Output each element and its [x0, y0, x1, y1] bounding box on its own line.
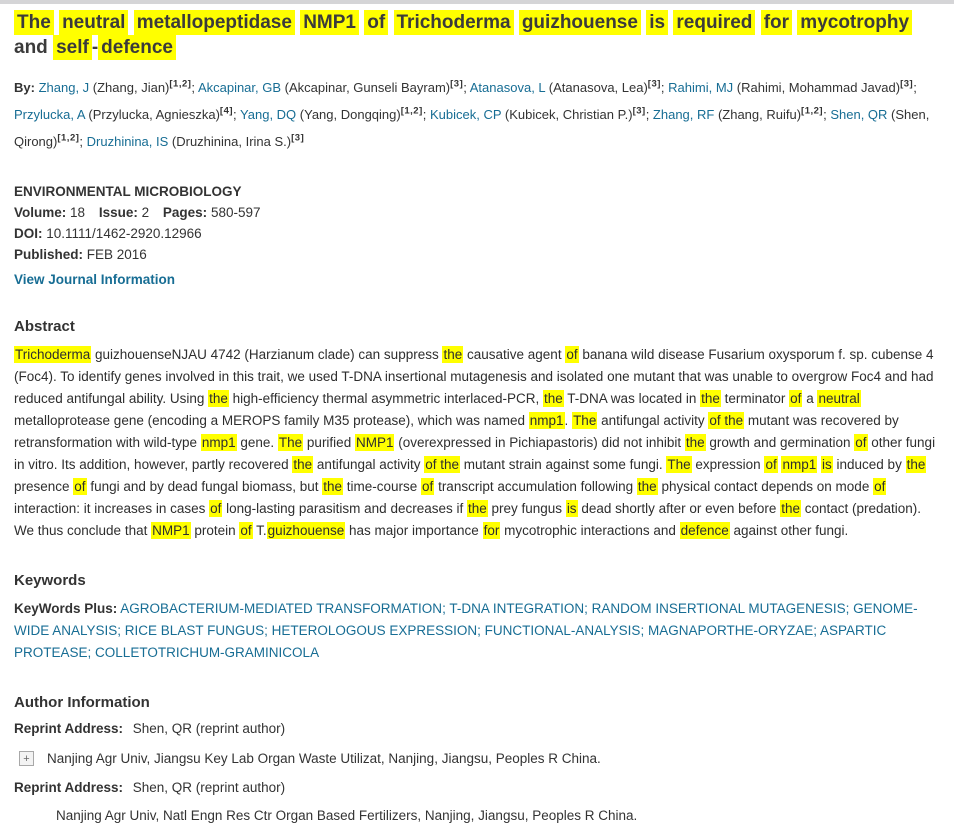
address-1: Nanjing Agr Univ, Jiangsu Key Lab Organ Waste Utilizat, Nanjing, Jiangsu, Peoples R China. [47, 751, 601, 766]
text-segment: antifungal activity [313, 457, 425, 472]
article-title [14, 10, 940, 60]
keywords-plus-label: KeyWords Plus: [14, 601, 118, 616]
keyword-link[interactable]: RANDOM INSERTIONAL MUTAGENESIS [591, 601, 846, 616]
text-segment: transcript accumulation following [434, 479, 637, 494]
text-segment: dead shortly after or even before [577, 501, 781, 516]
author-link[interactable]: Przylucka, A [14, 107, 85, 122]
author-separator: ; [422, 107, 430, 122]
address-2: Nanjing Agr Univ, Natl Engn Res Ctr Organ Based Fertilizers, Nanjing, Jiangsu, Peoples R China. [56, 808, 638, 823]
highlighted-term: of [566, 347, 578, 362]
text-segment: a [802, 391, 818, 406]
abstract-heading: Abstract [14, 318, 75, 335]
text-segment: purified [303, 435, 355, 450]
author-separator: ; [463, 80, 470, 95]
highlighted-term: of [765, 457, 777, 472]
author-link[interactable]: Druzhinina, IS [86, 134, 169, 149]
highlighted-term: defence [680, 523, 729, 538]
reprint-address-value: Shen, QR (reprint author) [132, 721, 286, 736]
reprint-address-line-2 [14, 779, 940, 796]
highlighted-term: the [906, 457, 926, 472]
address-row [19, 750, 940, 767]
highlighted-term: nmp1 [201, 435, 236, 450]
published-value: FEB 2016 [86, 247, 147, 262]
author-full-name: (Zhang, Jian) [89, 80, 170, 95]
journal-info [14, 181, 940, 290]
pages-value: 580-597 [210, 205, 261, 220]
keyword-links [14, 601, 918, 660]
reprint-address-value: Shen, QR (reprint author) [132, 780, 286, 795]
highlighted-term: the [637, 479, 657, 494]
highlighted-term: NMP1 [152, 523, 190, 538]
highlighted-term: the [544, 391, 563, 406]
text-segment: protein [190, 523, 240, 538]
text-segment: . [564, 413, 573, 428]
highlighted-term: neutral [59, 10, 128, 35]
keyword-link[interactable]: AGROBACTERIUM-MEDIATED TRANSFORMATION [120, 601, 443, 616]
author-full-name: (Akcapinar, Gunseli Bayram) [281, 80, 451, 95]
highlighted-term: of [855, 435, 867, 450]
highlighted-term: nmp1 [529, 413, 564, 428]
text-segment: T-DNA was located in [563, 391, 701, 406]
author-separator: ; [823, 107, 831, 122]
text-segment: gene. [236, 435, 278, 450]
keyword-separator: ; [264, 623, 272, 638]
highlighted-term: of [874, 479, 886, 494]
journal-published-line [14, 244, 940, 265]
text-segment: banana wild disease Fusarium oxysporum f. sp. cubense 4 (Foc4). To identify genes involved in this trait, we used T-DNA insertional mutagenesis and isolated one mutant that was unable to overgrow Foc4 and had reduced antifungal ability. Using [14, 347, 934, 406]
highlighted-term: Trichoderma [15, 347, 91, 362]
highlighted-term: the [685, 435, 705, 450]
keyword-separator: ; [584, 601, 592, 616]
highlighted-term: the [209, 391, 228, 406]
author-full-name: (Shen, Qirong) [14, 107, 930, 149]
highlighted-term: for [761, 10, 792, 35]
author-full-name: (Yang, Dongqing) [296, 107, 401, 122]
author-information-heading: Author Information [14, 694, 150, 711]
text-segment: prey fungus [487, 501, 566, 516]
volume-label: Volume: [14, 205, 67, 220]
affiliation-superscript: [1,2] [801, 105, 824, 117]
highlighted-term: nmp1 [782, 457, 817, 472]
keyword-link[interactable]: COLLETOTRICHUM-GRAMINICOLA [95, 645, 320, 660]
issue-label: Issue: [98, 205, 138, 220]
highlighted-term: of [422, 479, 434, 494]
text-segment: high-efficiency thermal asymmetric interlaced-PCR, [228, 391, 544, 406]
text-segment: metalloprotease gene (encoding a MEROPS family M35 protease), which was named [14, 413, 529, 428]
highlighted-term: The [278, 435, 303, 450]
doi-label: DOI: [14, 226, 43, 241]
highlighted-term: mycotrophy [797, 10, 912, 35]
reprint-address-line-1 [14, 720, 940, 737]
text-segment: expression [691, 457, 765, 472]
affiliation-superscript: [3] [900, 78, 914, 90]
keywords-plus-line [14, 598, 940, 664]
text-segment: interaction: it increases in cases [14, 501, 210, 516]
text-segment: - [91, 37, 99, 58]
highlighted-term: NMP1 [300, 10, 359, 35]
highlighted-term: of the [709, 413, 744, 428]
affiliation-superscript: [1,2] [400, 105, 423, 117]
author-full-name: (Atanasova, Lea) [545, 80, 648, 95]
text-segment: mycotrophic interactions and [500, 523, 680, 538]
text-segment: mutant was recovered by retransformation with wild-type [14, 413, 899, 450]
reprint-address-label: Reprint Address: [14, 780, 124, 795]
author-link[interactable]: Zhang, J [38, 80, 90, 95]
highlighted-term: the [781, 501, 800, 516]
text-segment: induced by [832, 457, 906, 472]
author-separator: ; [233, 107, 241, 122]
highlighted-term: self [53, 35, 92, 60]
affiliation-superscript: [1,2] [169, 78, 192, 90]
text-segment: has major importance [345, 523, 483, 538]
author-full-name: (Zhang, Ruifu) [714, 107, 802, 122]
keyword-separator: ; [117, 623, 125, 638]
keywords-heading: Keywords [14, 572, 86, 589]
text-segment: fungi and by dead fungal biomass, but [86, 479, 323, 494]
highlighted-term: NMP1 [355, 435, 394, 450]
text-segment: contact (predation). We thus conclude that [14, 501, 922, 538]
author-separator: ; [191, 80, 198, 95]
text-segment: against other fungi. [729, 523, 849, 538]
text-segment: time-course [343, 479, 422, 494]
author-separator: ; [79, 134, 87, 149]
affiliation-superscript: [1,2] [57, 132, 80, 144]
text-segment [128, 12, 133, 33]
highlighted-term: required [673, 10, 755, 35]
view-journal-information-link[interactable]: View Journal Information [14, 272, 176, 287]
highlighted-term: metallopeptidase [134, 10, 295, 35]
text-segment: T. [252, 523, 267, 538]
text-segment: mutant strain against some fungi. [460, 457, 667, 472]
highlighted-term: the [443, 347, 463, 362]
author-link[interactable]: Rahimi, MJ [668, 80, 734, 95]
article-record-page [14, 10, 940, 824]
issue-value: 2 [141, 205, 150, 220]
highlighted-term: guizhouense [519, 10, 641, 35]
text-segment: antifungal activity [597, 413, 709, 428]
by-label: By: [14, 80, 35, 95]
volume-value: 18 [70, 205, 86, 220]
text-segment: presence [14, 479, 74, 494]
abstract-text [14, 344, 940, 542]
text-segment [755, 12, 760, 33]
keyword-separator: ; [845, 601, 854, 616]
keyword-separator: ; [87, 645, 96, 660]
keyword-separator: ; [813, 623, 820, 638]
keyword-link[interactable]: FUNCTIONAL-ANALYSIS [484, 623, 641, 638]
highlighted-term: is [822, 457, 832, 472]
highlighted-term: of [210, 501, 222, 516]
highlighted-term: defence [98, 35, 176, 60]
author-entries [14, 80, 929, 149]
highlighted-term: neutral [818, 391, 860, 406]
affiliation-superscript: [4] [219, 105, 234, 117]
highlighted-term: The [667, 457, 691, 472]
author-separator: ; [660, 80, 669, 95]
highlighted-term: Trichoderma [394, 10, 514, 35]
highlighted-term: is [646, 10, 668, 35]
keyword-separator: ; [640, 623, 648, 638]
highlighted-term: is [566, 501, 577, 516]
author-link[interactable]: Akcapinar, GB [197, 80, 282, 95]
keyword-link[interactable]: GENOME-WIDE ANALYSIS [14, 601, 918, 638]
author-link[interactable]: Zhang, RF [652, 107, 715, 122]
author-full-name: (Kubicek, Christian P.) [501, 107, 633, 122]
author-list [14, 74, 940, 155]
keyword-separator: ; [477, 623, 485, 638]
highlighted-term: the [323, 479, 343, 494]
affiliation-superscript: [3] [450, 78, 464, 90]
author-link[interactable]: Kubicek, CP [430, 107, 502, 122]
highlighted-term: the [467, 501, 487, 516]
journal-volume-line [14, 202, 940, 223]
keyword-link[interactable]: ASPARTIC PROTEASE [14, 623, 887, 660]
doi-value: 10.1111/1462-2920.12966 [46, 226, 202, 241]
text-segment: (overexpressed in Pichiapastoris) did not inhibit [394, 435, 685, 450]
text-segment: causative agent [463, 347, 566, 362]
highlighted-term: guizhouense [267, 523, 345, 538]
highlighted-term: The [573, 413, 597, 428]
published-label: Published: [14, 247, 84, 262]
highlighted-term: for [483, 523, 500, 538]
journal-name: ENVIRONMENTAL MICROBIOLOGY [14, 184, 242, 199]
keyword-link[interactable]: RICE BLAST FUNGUS [124, 623, 265, 638]
keyword-link[interactable]: T-DNA INTEGRATION [449, 601, 585, 616]
text-segment: growth and germination [705, 435, 855, 450]
keyword-link[interactable]: HETEROLOGOUS EXPRESSION [271, 623, 478, 638]
highlighted-term: the [293, 457, 313, 472]
affiliation-superscript: [3] [632, 105, 646, 117]
expand-address-button[interactable]: + [19, 751, 34, 766]
reprint-address-label: Reprint Address: [14, 721, 124, 736]
highlighted-term: of [240, 523, 252, 538]
author-separator: ; [645, 107, 653, 122]
highlighted-term: The [14, 10, 54, 35]
author-full-name: (Przylucka, Agnieszka) [84, 107, 220, 122]
author-separator: ; [913, 80, 917, 95]
highlighted-term: of the [425, 457, 460, 472]
text-segment: and [14, 37, 54, 58]
text-segment: physical contact depends on mode [657, 479, 874, 494]
author-link[interactable]: Atanasova, L [469, 80, 546, 95]
affiliation-superscript: [3] [647, 78, 661, 90]
author-full-name: (Druzhinina, Irina S.) [168, 134, 292, 149]
highlighted-term: of [790, 391, 802, 406]
highlighted-term: of [74, 479, 86, 494]
keyword-separator: ; [442, 601, 450, 616]
text-segment: guizhouenseNJAU 4742 (Harzianum clade) can suppress [91, 347, 443, 362]
keyword-link[interactable]: MAGNAPORTHE-ORYZAE [647, 623, 814, 638]
text-segment: other fungi in vitro. Its addition, however, partly recovered [14, 435, 936, 472]
text-segment: terminator [720, 391, 790, 406]
author-full-name: (Rahimi, Mohammad Javad) [733, 80, 901, 95]
text-segment: long-lasting parasitism and decreases if [222, 501, 467, 516]
pages-label: Pages: [162, 205, 208, 220]
author-link[interactable]: Yang, DQ [240, 107, 297, 122]
affiliation-superscript: [3] [291, 132, 305, 144]
highlighted-term: of [364, 10, 388, 35]
text-segment [388, 12, 393, 33]
highlighted-term: the [701, 391, 720, 406]
journal-doi-line [14, 223, 940, 244]
author-link[interactable]: Shen, QR [830, 107, 888, 122]
